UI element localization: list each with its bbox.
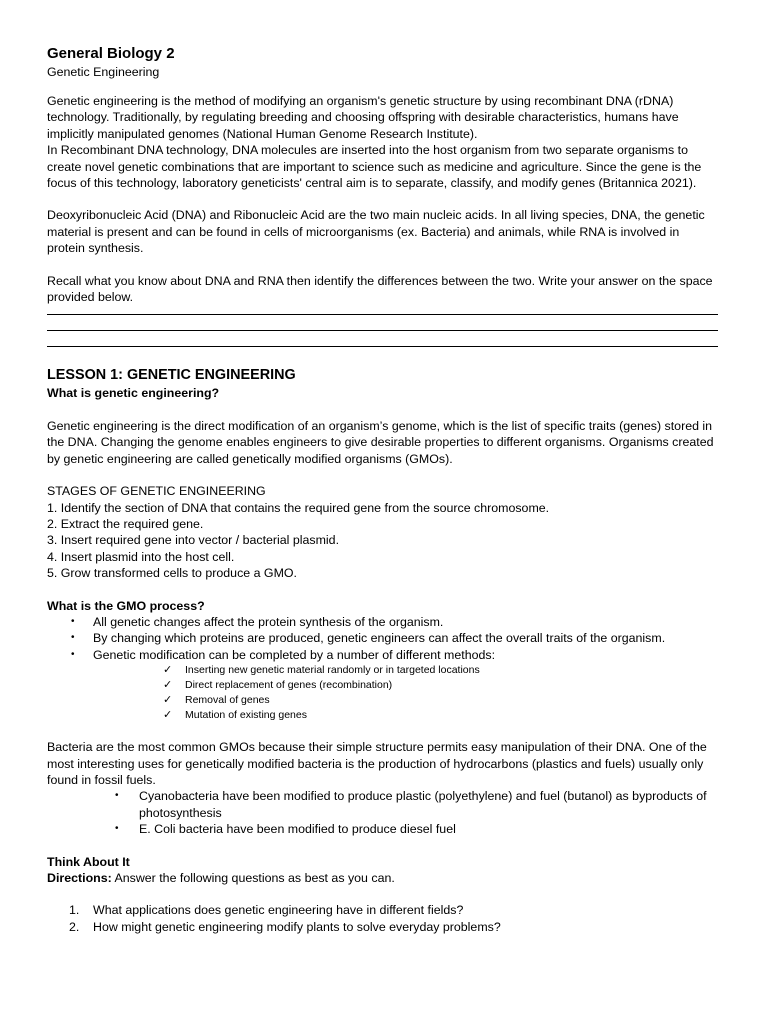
bacteria-bullet-list — [47, 788, 718, 837]
list-item — [71, 647, 718, 663]
intro-paragraph-1: Genetic engineering is the method of modifying an organism's genetic structure by using recombinant DNA (rDNA) technology. Traditionally, by regulating breeding and choosing offspring with desirable characteristics, humans have implicitly manipulated genomes (National Human Genome Research Institute). — [47, 94, 679, 141]
bullet-icon: • — [71, 615, 75, 627]
list-item — [115, 821, 718, 837]
question-number: 1. — [69, 903, 80, 918]
stages-heading: STAGES OF GENETIC ENGINEERING — [47, 484, 266, 499]
questions-list — [47, 902, 718, 936]
bullet-icon: • — [115, 823, 119, 835]
intro-paragraph-3: Deoxyribonucleic Acid (DNA) and Ribonucleic Acid are the two main nucleic acids. In all living species, DNA, the genetic material is present and can be found in cells of microorganisms (ex. Bacteria) and animals, while RNA is involved in protein synthesis. — [47, 208, 705, 256]
list-item — [163, 678, 718, 693]
stages-list — [47, 500, 718, 582]
stage-item: 5. Grow transformed cells to produce a GMO. — [47, 566, 297, 581]
list-item-text: E. Coli bacteria have been modified to produce diesel fuel — [139, 822, 456, 837]
list-item-text: All genetic changes affect the protein synthesis of the organism. — [93, 614, 444, 629]
checkmark-icon: ✓ — [163, 709, 173, 722]
think-heading: Think About It — [47, 854, 130, 869]
list-item — [163, 693, 718, 708]
checkmark-icon: ✓ — [163, 694, 173, 707]
document-title: General Biology 2 — [47, 45, 175, 62]
bullet-icon: • — [71, 648, 75, 660]
stage-item: 1. Identify the section of DNA that contains the required gene from the source chromosome. — [47, 500, 550, 515]
lesson-definition: Genetic engineering is the direct modification of an organism’s genome, which is the list of specific traits (genes) stored in the DNA. Changing the genome enables engineers to give desirable properties to different organisms. Organisms created by genetic engineering are called genetically modified organisms (GMOs). — [47, 418, 714, 466]
answer-lines[interactable] — [47, 314, 718, 347]
list-item — [71, 614, 718, 630]
document-subtitle: Genetic Engineering — [47, 65, 160, 79]
answer-line[interactable] — [47, 330, 718, 331]
list-item-text: Direct replacement of genes (recombination) — [185, 679, 393, 692]
stage-item: 2. Extract the required gene. — [47, 516, 204, 531]
list-item-text: Removal of genes — [185, 694, 270, 707]
checkmark-icon: ✓ — [163, 664, 173, 677]
gmo-heading: What is the GMO process? — [47, 598, 205, 613]
bullet-icon: • — [71, 632, 75, 644]
stage-item: 3. Insert required gene into vector / bacterial plasmid. — [47, 533, 340, 548]
question-text: How might genetic engineering modify plants to solve everyday problems? — [93, 920, 501, 935]
lesson-question: What is genetic engineering? — [47, 386, 220, 401]
intro-paragraph-2: In Recombinant DNA technology, DNA molecules are inserted into the host organism from two separate organisms to create novel genetic combinations that are important to science such as medicine and agriculture. Since the gene is the focus of this technology, laboratory geneticists' central aim is to separate, classify, and modify genes (Britannica 2021). — [47, 143, 702, 191]
list-item — [115, 788, 718, 821]
question-text: What applications does genetic engineering have in different fields? — [93, 903, 464, 918]
list-item-text: Inserting new genetic material randomly or in targeted locations — [185, 664, 480, 677]
lesson-title: LESSON 1: GENETIC ENGINEERING — [47, 367, 296, 384]
directions-label: Directions: — [47, 871, 112, 885]
directions-text: Answer the following questions as best as you can. — [111, 871, 395, 885]
question-item — [69, 919, 718, 936]
list-item-text: Cyanobacteria have been modified to produce plastic (polyethylene) and fuel (butanol) as byproducts of photosynthesis — [139, 789, 707, 820]
list-item — [163, 708, 718, 723]
answer-line[interactable] — [47, 314, 718, 315]
stage-item: 4. Insert plasmid into the host cell. — [47, 549, 235, 564]
gmo-bullet-list — [47, 614, 718, 663]
list-item-text: Genetic modification can be completed by a number of different methods: — [93, 647, 496, 662]
question-item — [69, 902, 718, 919]
question-number: 2. — [69, 920, 80, 935]
list-item — [71, 630, 718, 646]
list-item — [163, 663, 718, 678]
intro-paragraph-4: Recall what you know about DNA and RNA then identify the differences between the two. Write your answer on the space provided below. — [47, 273, 713, 305]
list-item-text: Mutation of existing genes — [185, 709, 307, 722]
checkmark-icon: ✓ — [163, 679, 173, 692]
bullet-icon: • — [115, 790, 119, 802]
directions — [47, 870, 718, 886]
bacteria-paragraph: Bacteria are the most common GMOs because their simple structure permits easy manipulation of their DNA. One of the most interesting uses for genetically modified bacteria is the production of hydrocarbons (plastics and fuels) usually only found in fossil fuels. — [47, 740, 707, 787]
list-item-text: By changing which proteins are produced, genetic engineers can affect the overall traits of the organism. — [93, 631, 666, 646]
methods-list — [47, 663, 718, 723]
